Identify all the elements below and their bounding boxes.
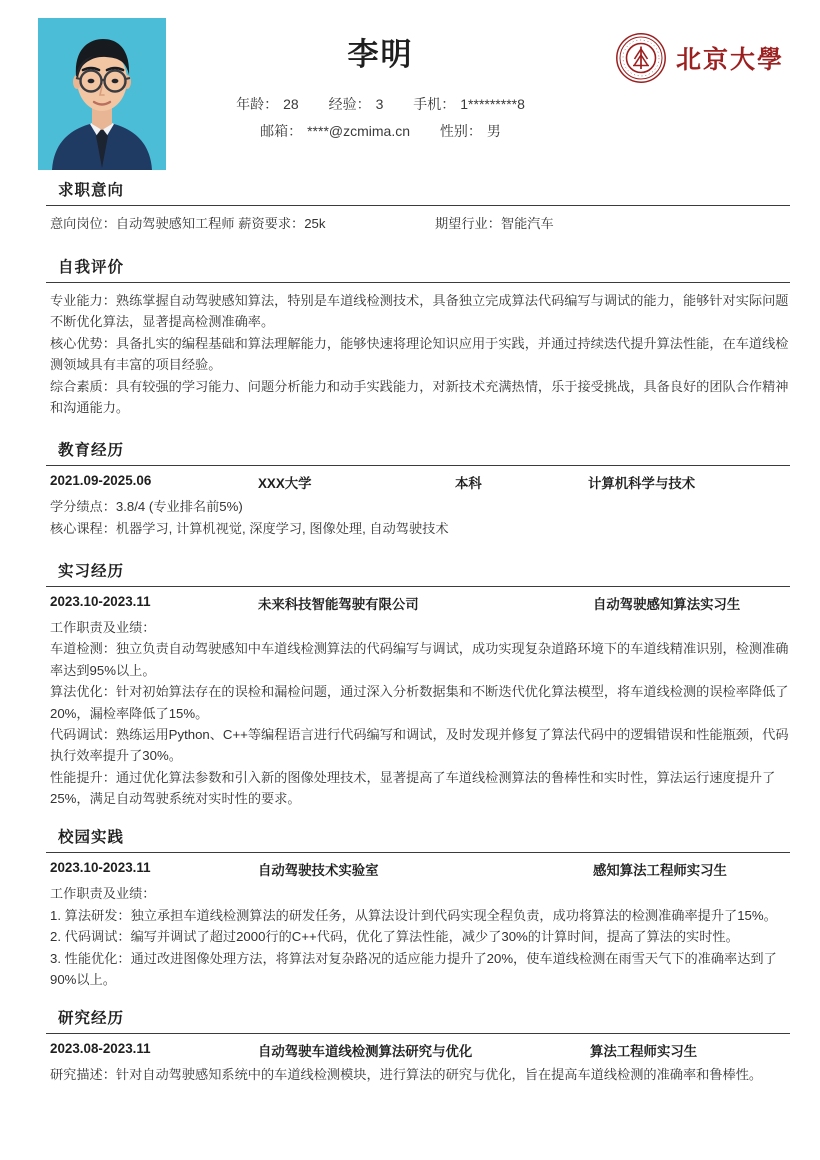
education-major: 计算机科学与技术	[588, 476, 696, 492]
research-date: 2023.08-2023.11	[50, 1041, 151, 1057]
internship-paragraph: 代码调试：熟练运用Python、C++等编程语言进行代码编写和调试，及时发现并修复了算法代码中的逻辑错误和性能瓶颈，代码执行效率提升了30%。	[50, 726, 789, 764]
education-body	[46, 473, 790, 539]
research-entry-row	[50, 1041, 790, 1064]
section-rule	[46, 1033, 790, 1034]
spacer	[0, 235, 820, 255]
section-research	[0, 1006, 820, 1085]
peking-university-seal-icon	[615, 32, 667, 84]
research-role: 算法工程师实习生	[590, 1044, 698, 1060]
applicant-photo	[38, 18, 166, 170]
resume-header	[0, 0, 820, 178]
section-campus-practice	[0, 825, 820, 990]
internship-entry-row	[50, 594, 790, 617]
applicant-photo-illustration	[38, 18, 166, 170]
meta-row-1	[166, 91, 595, 118]
education-detail: 核心课程：机器学习, 计算机视觉, 深度学习, 图像处理, 自动驾驶技术	[50, 520, 449, 536]
job-intent-row	[50, 213, 790, 235]
job-intent-industry: 期望行业：智能汽车	[435, 216, 554, 231]
internship-paragraph: 性能提升：通过优化算法参数和引入新的图像处理技术，显著提高了车道线检测算法的鲁棒性和实时性，算法运行速度提升了25%，满足自动驾驶系统对实时性的要求。	[50, 769, 776, 806]
campus-practice-role: 感知算法工程师实习生	[593, 863, 727, 879]
job-intent-body	[46, 213, 790, 235]
spacer	[0, 990, 820, 1006]
campus-practice-paragraph: 2. 代码调试：编写并调试了超过2000行的C++代码，优化了算法性能，减少了30%的计算时间，提高了算法的实时性。	[50, 929, 739, 945]
internship-subtitle: 工作职责及业绩：	[50, 620, 156, 635]
internship-paragraph: 算法优化：针对初始算法存在的误检和漏检问题，通过深入分析数据集和不断迭代优化算法模型，将车道线检测的误检率降低了20%，漏检率降低了15%。	[50, 684, 789, 721]
section-title-job-intent: 求职意向	[58, 182, 125, 199]
education-school: XXX大学	[258, 476, 312, 492]
education-degree: 本科	[455, 476, 482, 492]
section-title-campus-practice: 校园实践	[58, 829, 125, 847]
meta-gender: 性别： 男	[439, 123, 501, 140]
self-evaluation-body	[46, 290, 790, 418]
section-rule	[46, 465, 790, 466]
meta-phone: 手机： 1*********8	[413, 95, 525, 112]
research-body	[46, 1041, 790, 1085]
meta-experience: 经验： 3	[328, 95, 384, 112]
section-internship	[0, 559, 820, 809]
research-project: 自动驾驶车道线检测算法研究与优化	[258, 1044, 473, 1060]
campus-practice-org: 自动驾驶技术实验室	[258, 863, 379, 879]
campus-practice-body	[46, 860, 790, 990]
meta-row-2	[166, 118, 595, 145]
education-entry-row	[50, 473, 790, 496]
section-title-research: 研究经历	[58, 1010, 125, 1028]
campus-practice-subtitle: 工作职责及业绩：	[50, 886, 156, 902]
self-evaluation-paragraph: 核心优势：具备扎实的编程基础和算法理解能力，能够快速将理论知识应用于实践，并通过持续迭代提升算法性能，在车道线检测领域具有丰富的项目经验。	[50, 335, 789, 373]
section-rule	[46, 586, 790, 587]
applicant-name: 李明	[347, 37, 414, 72]
internship-date: 2023.10-2023.11	[50, 594, 151, 609]
education-detail: 学分绩点：3.8/4 (专业排名前5%)	[50, 499, 243, 515]
internship-company: 未来科技智能驾驶有限公司	[258, 597, 419, 612]
spacer	[0, 809, 820, 825]
section-education	[0, 438, 820, 539]
spacer	[0, 418, 820, 438]
campus-practice-paragraph: 1. 算法研发：独立承担车道线检测算法的研发任务，从算法设计到代码实现全程负责，成功将算法的检测准确率提升了15%。	[50, 907, 777, 923]
meta-age: 年龄： 28	[236, 95, 299, 112]
campus-practice-entry-row	[50, 860, 790, 883]
campus-practice-paragraph: 3. 性能优化：通过改进图像处理方法，将算法对复杂路况的适应能力提升了20%，使车道线检测在雨雪天气下的准确率达到了90%以上。	[50, 950, 777, 987]
section-rule	[46, 852, 790, 853]
section-title-education: 教育经历	[58, 442, 125, 460]
internship-paragraph: 车道检测：独立负责自动驾驶感知中车道线检测算法的代码编写与调试，成功实现复杂道路环境下的车道线精准识别，检测准确率达到95%以上。	[50, 641, 789, 678]
spacer	[0, 539, 820, 559]
internship-role: 自动驾驶感知算法实习生	[593, 597, 741, 612]
section-title-internship: 实习经历	[58, 563, 125, 580]
education-date: 2021.09-2025.06	[50, 473, 152, 489]
school-name: 北京大學	[676, 47, 785, 74]
section-job-intent	[0, 178, 820, 235]
job-intent-position: 意向岗位：自动驾驶感知工程师 薪资要求：25k	[50, 216, 326, 231]
self-evaluation-paragraph: 专业能力：熟练掌握自动驾驶感知算法，特别是车道线检测技术，具备独立完成算法代码编写与调试的能力，能够针对实际问题不断优化算法，显著提高检测准确率。	[50, 293, 789, 330]
section-rule	[46, 205, 790, 206]
school-logo	[615, 18, 790, 84]
campus-practice-date: 2023.10-2023.11	[50, 860, 151, 876]
section-rule	[46, 282, 790, 283]
section-title-self-evaluation: 自我评价	[58, 259, 125, 276]
internship-body	[46, 594, 790, 809]
self-evaluation-paragraph: 综合素质：具有较强的学习能力、问题分析能力和动手实践能力，对新技术充满热情，乐于接受挑战，具备良好的团队合作精神和沟通能力。	[50, 378, 789, 415]
meta-email: 邮箱： ****@zcmima.cn	[260, 123, 410, 140]
identity-block	[166, 18, 615, 145]
section-self-evaluation	[0, 255, 820, 418]
research-paragraph: 研究描述：针对自动驾驶感知系统中的车道线检测模块，进行算法的研究与优化，旨在提高车道线检测的准确率和鲁棒性。	[50, 1067, 763, 1083]
